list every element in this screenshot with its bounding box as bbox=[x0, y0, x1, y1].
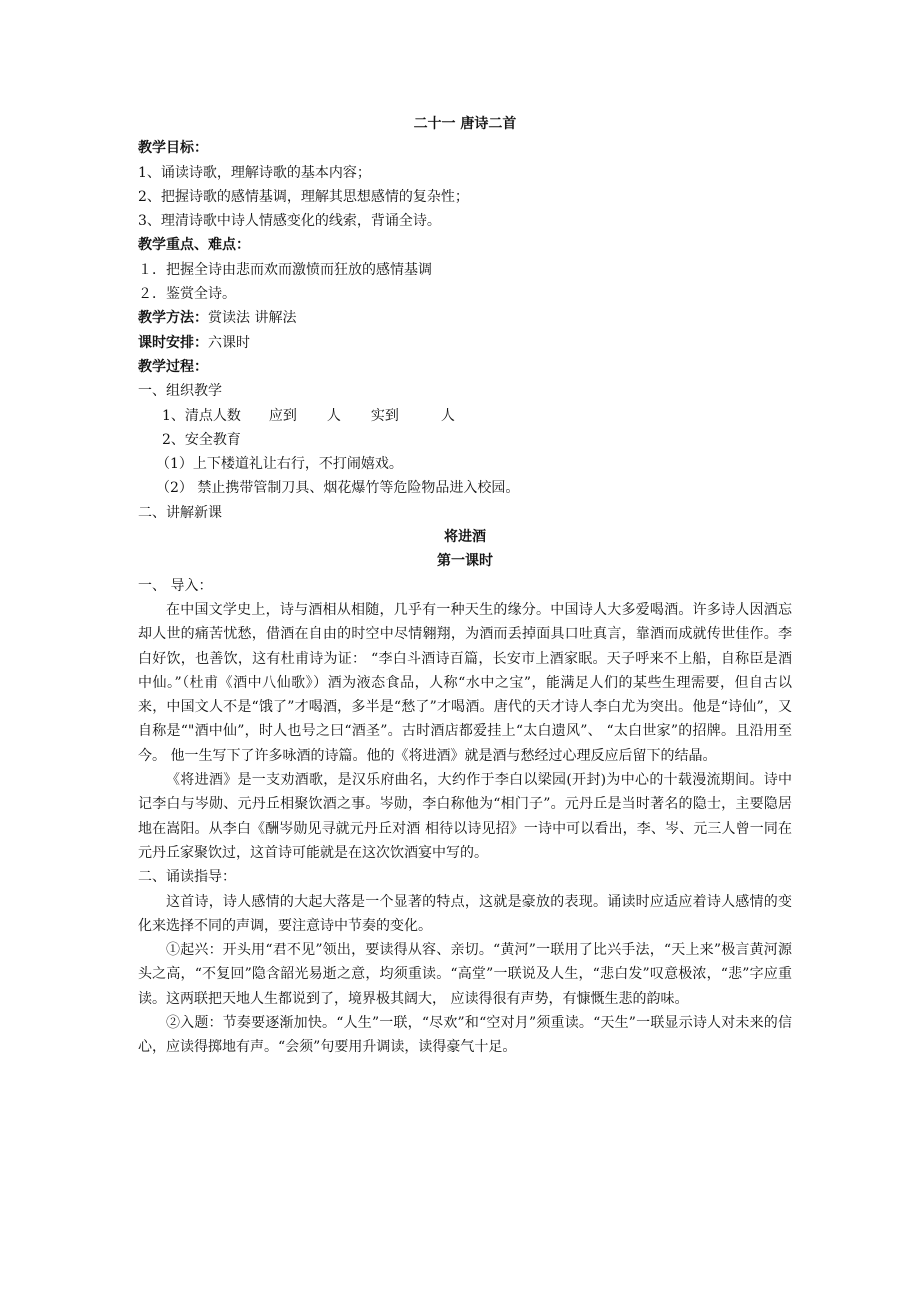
roll-call-line bbox=[138, 404, 792, 428]
document-page bbox=[138, 112, 792, 1060]
section-heading: 一、组织教学 bbox=[138, 383, 222, 400]
schedule-value: 六课时 bbox=[208, 334, 250, 351]
intro-paragraph: 在中国文学史上，诗与酒相从相随，几乎有一种天生的缘分。中国诗人大多爱喝酒。许多诗人因酒忘却人世的痛苦忧愁，借酒在自由的时空中尽情翱翔，为酒而丢掉面具口吐真言，靠酒而成就传世佳作。李白好饮，也善饮，这有杜甫诗为证： “李白斗酒诗百篇，长安市上酒家眠。天子呼来不上船，自称臣是酒中仙。”（杜甫《酒中八仙歌》）酒为液态食品，人称“水中之宝”，能满足人们的某些生理需要，但自古以来，中国文人不是“饿了”才喝酒，多半是“愁了”才喝酒。唐代的天才诗人李白尤为突出。他是“诗仙”，又自称是“"酒中仙”，时人也号之曰“酒圣”。古时酒店都爱挂上“太白遗风”、 “太白世家”的招牌。且沿用至今。 他一生写下了许多咏酒的诗篇。他的《将进酒》就是酒与愁经过心理反应后留下的结晶。 bbox=[138, 601, 792, 764]
roll-call-unit: 人 bbox=[326, 407, 341, 424]
method-label: 教学方法： bbox=[138, 310, 208, 327]
section-heading: 二、讲解新课 bbox=[138, 504, 222, 521]
objective-item: 2、把握诗歌的感情基调，理解其思想感情的复杂性； bbox=[138, 188, 469, 205]
reading-heading: 二、诵读指导： bbox=[138, 869, 236, 886]
document-title: 二十一 唐诗二首 bbox=[413, 116, 517, 132]
key-points-heading: 教学重点、难点： bbox=[138, 237, 250, 254]
method-line bbox=[138, 306, 792, 330]
objective-item: 3、理清诗歌中诗人情感变化的线索，背诵全诗。 bbox=[138, 213, 441, 230]
schedule-line bbox=[138, 331, 792, 355]
roll-call-unit: 人 bbox=[440, 407, 455, 424]
intro-heading: 一、 导入： bbox=[138, 577, 213, 594]
roll-call-actual: 实到 bbox=[370, 407, 399, 424]
reading-paragraph: ①起兴：开头用“君不见”领出，要读得从容、亲切。“黄河”一联用了比兴手法，“天上来”极言黄河源头之高，“不复回”隐含韶光易逝之意，均须重读。“高堂”一联说及人生，“悲白发”叹意极浓，“悲”字应重读。这两联把天地人生都说到了，境界极其阔大， 应读得很有声势，有慷慨生悲的韵味。 bbox=[138, 942, 792, 1007]
safety-line: 2、安全教育 bbox=[162, 431, 241, 448]
roll-call-label: 1、清点人数 bbox=[162, 407, 241, 424]
poem-title: 将进酒 bbox=[444, 529, 486, 546]
objective-item: 1、诵读诗歌，理解诗歌的基本内容； bbox=[138, 164, 371, 181]
roll-call-expected: 应到 bbox=[268, 407, 297, 424]
schedule-label: 课时安排： bbox=[138, 334, 208, 351]
objectives-heading: 教学目标： bbox=[138, 140, 208, 157]
safety-rule: （1）上下楼道礼让右行，不打闹嬉戏。 bbox=[156, 456, 403, 473]
process-heading: 教学过程： bbox=[138, 358, 208, 375]
key-point-item: １．把握全诗由悲而欢而激愤而狂放的感情基调 bbox=[138, 261, 432, 278]
key-point-item: ２．鉴赏全诗。 bbox=[138, 286, 236, 303]
intro-paragraph: 《将进酒》是一支劝酒歌，是汉乐府曲名，大约作于李白以梁园(开封)为中心的十载漫流期间。诗中记李白与岑勋、元丹丘相聚饮酒之事。岑勋，李白称他为“相门子”。元丹丘是当时著名的隐士，主要隐居地在嵩阳。从李白《酬岑勋见寻就元丹丘对酒 相待以诗见招》一诗中可以看出，李、岑、元三人曾一同在元丹丘家聚饮过，这首诗可能就是在这次饮酒宴中写的。 bbox=[138, 772, 792, 861]
safety-rule: （2） 禁止携带管制刀具、烟花爆竹等危险物品进入校园。 bbox=[156, 480, 520, 497]
lesson-title: 第一课时 bbox=[437, 553, 493, 570]
reading-paragraph: 这首诗，诗人感情的大起大落是一个显著的特点，这就是豪放的表现。诵读时应适应着诗人感情的变化来选择不同的声调，要注意诗中节奏的变化。 bbox=[138, 893, 792, 934]
method-value: 赏读法 讲解法 bbox=[208, 310, 297, 327]
reading-paragraph: ②入题：节奏要逐渐加快。“人生”一联，“尽欢”和“空对月”须重读。“天生”一联显示诗人对未来的信心，应读得掷地有声。“会须”句要用升调读，读得豪气十足。 bbox=[138, 1014, 792, 1056]
